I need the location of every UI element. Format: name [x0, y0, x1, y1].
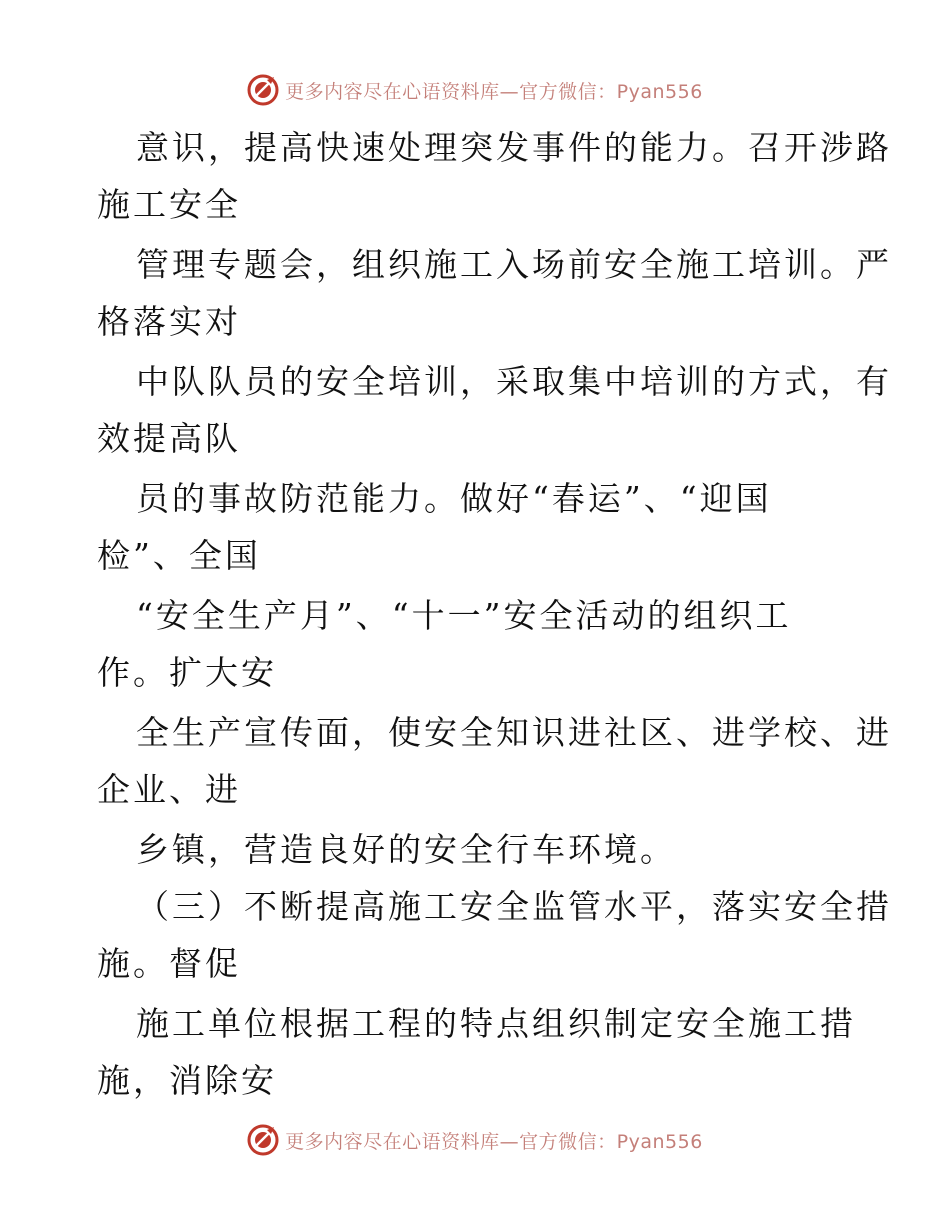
text-line: 全生产宣传面，使安全知识进社区、进学校、进 — [136, 713, 892, 752]
footer-watermark — [0, 1120, 950, 1160]
text-line: 乡镇，营造良好的安全行车环境。 — [136, 830, 676, 869]
watermark-text: 更多内容尽在心语资料库—官方微信：Pyan556 — [285, 80, 703, 103]
text-line: 员的事故防范能力。做好“春运”、“迎国 — [136, 479, 772, 518]
text-line: 效提高队 — [97, 419, 241, 458]
text-line: “安全生产月”、“十一”安全活动的组织工 — [136, 596, 792, 635]
text-line: 中队队员的安全培训，采取集中培训的方式，有 — [136, 362, 892, 401]
text-line: 施工单位根据工程的特点组织制定安全施工措 — [136, 1004, 856, 1043]
text-line: 管理专题会，组织施工入场前安全施工培训。严 — [136, 245, 892, 284]
watermark-text: 更多内容尽在心语资料库—官方微信：Pyan556 — [285, 1130, 703, 1153]
text-line: 施，消除安 — [97, 1061, 277, 1100]
text-line: 施。督促 — [97, 944, 241, 983]
text-line: 检”、全国 — [97, 536, 261, 575]
text-line: 格落实对 — [97, 302, 241, 341]
stamp-logo-icon — [247, 1124, 279, 1156]
text-line: （三）不断提高施工安全监管水平，落实安全措 — [136, 887, 892, 926]
text-line: 企业、进 — [97, 770, 241, 809]
text-line: 施工安全 — [97, 185, 241, 224]
text-line: 作。扩大安 — [97, 653, 277, 692]
text-line: 意识，提高快速处理突发事件的能力。召开涉路 — [136, 128, 892, 167]
